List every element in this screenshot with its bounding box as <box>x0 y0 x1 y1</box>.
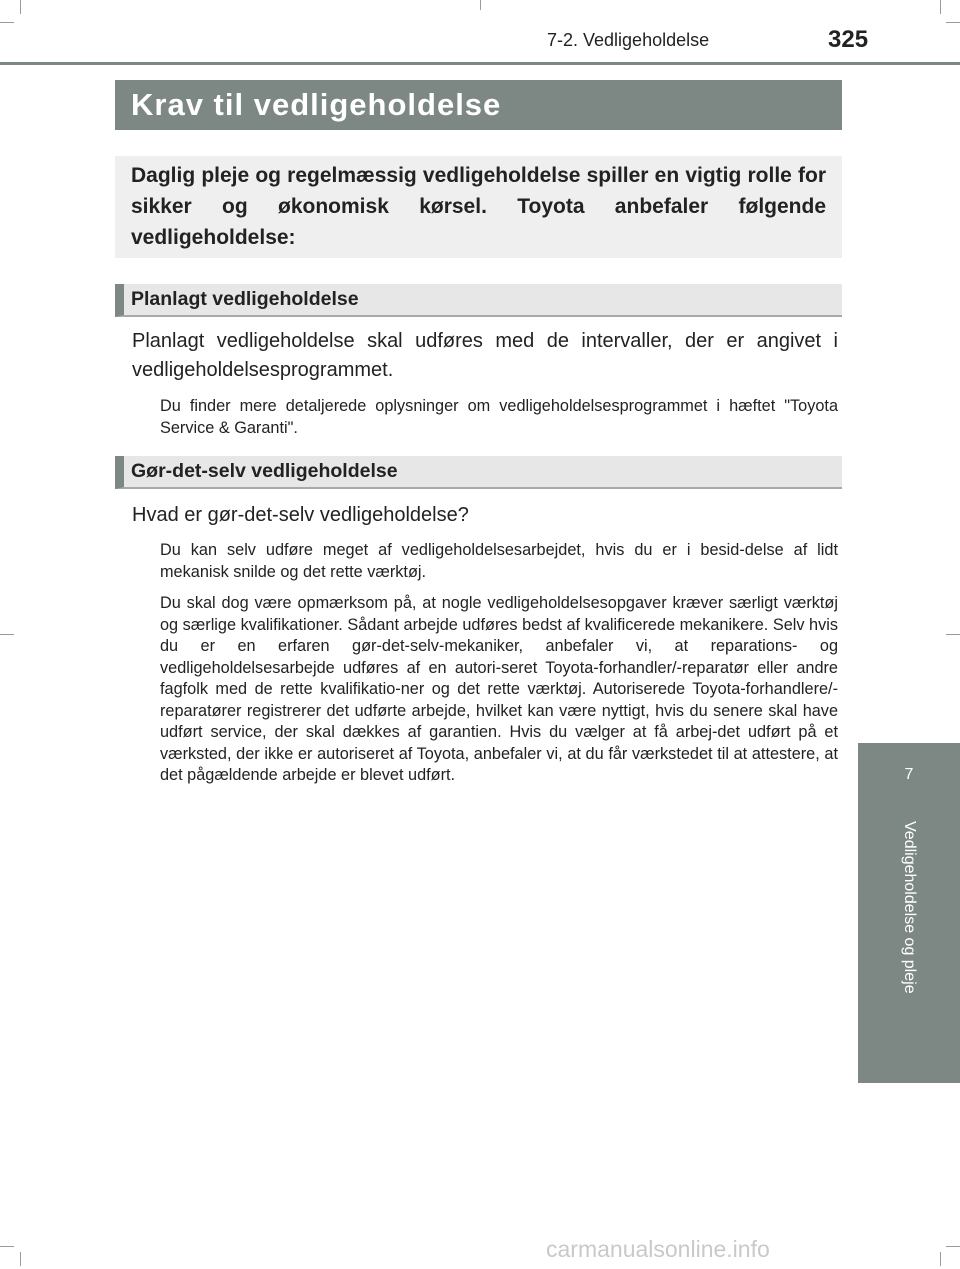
section-paragraph: Du kan selv udføre meget af vedligeholdelsesarbejdet, hvis du er i besid-delse af lidt mekanisk snilde og det rette værktøj. <box>160 541 838 581</box>
crop-mark <box>946 634 960 635</box>
page-number: 325 <box>828 26 869 53</box>
section-header: 7-2. Vedligeholdelse <box>547 30 710 50</box>
crop-mark <box>20 1252 21 1266</box>
page-title: Krav til vedligeholdelse <box>115 80 842 130</box>
crop-mark <box>0 1246 14 1247</box>
section-paragraph: Du finder mere detaljerede oplysninger om vedligeholdelsesprogrammet i hæftet "Toyota Service & Garanti". <box>160 397 838 437</box>
crop-mark <box>0 22 14 23</box>
section-paragraph: Du skal dog være opmærksom på, at nogle vedligeholdelsesopgaver kræver særligt værktøj og særlige kvalifikationer. Sådant arbejde udføres bedst af kvalificerede mekanikere. Selv hvis du er en erfaren gør-det-selv-mekaniker, anbefaler vi, at reparations- og vedligeholdelsesarbejde udføres af en autori-seret Toyota-forhandler/-reparatør eller andre fagfolk med de rette kvalifikatio-ner og det rette værktøj. Autoriserede Toyota-forhandlere/-reparatører registrerer det udførte arbejde, hvilket kan være nyttigt, hvis du senere skal have udført service, der skal dækkes af garantien. Hvis du vælger at få arbej-det udført på et værksted, der ikke er autoriseret af Toyota, anbefaler vi, at du får værkstedet til at attestere, at det pågældende arbejde er blevet udført. <box>160 594 838 784</box>
header-divider <box>0 62 960 65</box>
watermark: carmanualsonline.info <box>546 1236 770 1262</box>
chapter-label: Vedligeholdelse og pleje <box>901 821 918 994</box>
section-lead-planned: Planlagt vedligeholdelse skal udføres med de intervaller, der er angivet i vedligeholdelsesprogrammet. <box>132 330 838 381</box>
intro-text: Daglig pleje og regelmæssig vedligeholdelse spiller en vigtig rolle for sikker og økonomisk kørsel. Toyota anbefaler følgende vedligeholdelse: <box>131 164 826 249</box>
crop-mark <box>946 1246 960 1247</box>
chapter-number: 7 <box>904 766 914 783</box>
crop-mark <box>940 1252 941 1266</box>
crop-mark <box>20 0 21 14</box>
crop-mark <box>0 634 14 635</box>
intro-box <box>115 156 842 258</box>
crop-mark <box>480 0 481 10</box>
chapter-side-tab <box>858 743 960 1083</box>
section-heading-diy: Gør-det-selv vedligeholdelse <box>115 456 842 489</box>
crop-mark <box>940 0 941 14</box>
section-heading-planned: Planlagt vedligeholdelse <box>115 284 842 317</box>
section-lead-diy: Hvad er gør-det-selv vedligeholdelse? <box>132 504 469 526</box>
crop-mark <box>946 22 960 23</box>
